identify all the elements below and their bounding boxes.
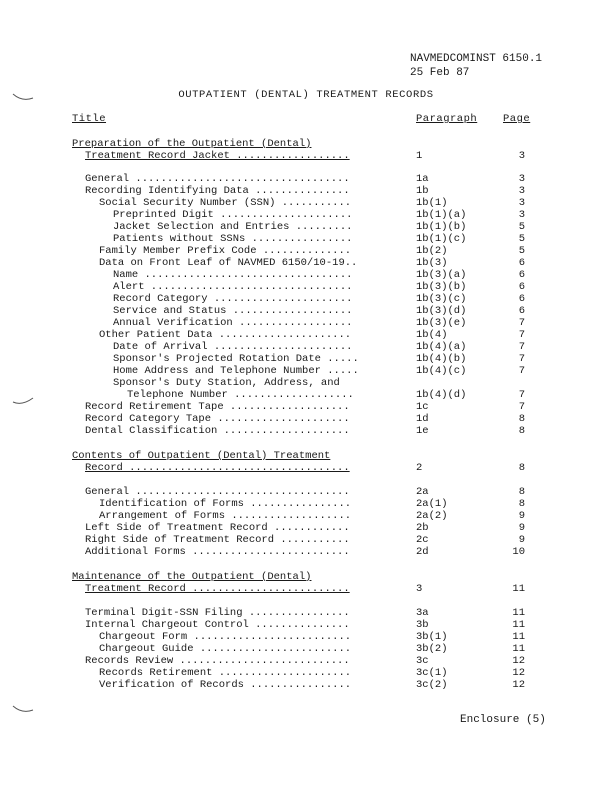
toc-entry-page: 11 [512,619,525,631]
toc-entry-paragraph: 1 [416,150,423,162]
toc-entry-paragraph: 1e [416,425,429,437]
toc-entry-title: Data on Front Leaf of NAVMED 6150/10-19.. [99,257,358,269]
column-header-paragraph: Paragraph [416,113,478,125]
toc-entry-page: 11 [512,607,525,619]
toc-entry-page: 8 [518,462,525,474]
toc-row [0,619,612,631]
toc-row [0,365,612,377]
toc-entry-paragraph: 2a(1) [416,498,448,510]
toc-entry-page: 6 [518,281,525,293]
toc-entry-page: 7 [518,401,525,413]
toc-entry-paragraph: 3c(1) [416,667,448,679]
toc-row [0,173,612,185]
toc-row [0,583,612,595]
toc-row [0,353,612,365]
toc-entry-page: 7 [518,317,525,329]
toc-entry-paragraph: 1b(3)(d) [416,305,467,317]
toc-entry-page: 7 [518,353,525,365]
toc-row [0,401,612,413]
toc-entry-paragraph: 3b(1) [416,631,448,643]
toc-entry-title: Right Side of Treatment Record ........... [85,534,350,546]
toc-entry-paragraph: 2a [416,486,429,498]
toc-entry-title: Social Security Number (SSN) ........... [99,197,352,209]
toc-entry-page: 7 [518,365,525,377]
toc-entry-page: 5 [518,245,525,257]
toc-entry-paragraph: 1b(4)(b) [416,353,467,365]
toc-entry-title: Telephone Number ................... [127,389,354,401]
toc-entry-paragraph: 1b [416,185,429,197]
toc-entry-paragraph: 1b(3)(a) [416,269,467,281]
toc-row [0,197,612,209]
toc-entry-page: 11 [512,583,525,595]
toc-entry-title: Dental Classification .................... [85,425,350,437]
toc-entry-page: 3 [518,209,525,221]
toc-entry-paragraph: 2a(2) [416,510,448,522]
toc-row [0,317,612,329]
toc-entry-page: 8 [518,498,525,510]
toc-entry-paragraph: 1b(1)(b) [416,221,467,233]
toc-entry-title: Chargeout Guide ........................ [99,643,352,655]
toc-entry-page: 9 [518,510,525,522]
toc-entry-page: 5 [518,233,525,245]
document-title: OUTPATIENT (DENTAL) TREATMENT RECORDS [178,89,434,101]
toc-entry-page: 9 [518,522,525,534]
toc-entry-paragraph: 3a [416,607,429,619]
toc-entry-title: General .................................. [85,486,350,498]
toc-entry-paragraph: 3b(2) [416,643,448,655]
toc-heading-text: Contents of Outpatient (Dental) Treatment [72,450,331,462]
toc-entry-title: Other Patient Data ..................... [99,329,352,341]
toc-entry-title: Patients without SSNs ................ [113,233,353,245]
toc-heading-text: Maintenance of the Outpatient (Dental) [72,571,312,583]
toc-row [0,607,612,619]
toc-entry-title: Records Review ........................... [85,655,350,667]
toc-entry-paragraph: 3c [416,655,429,667]
toc-entry-paragraph: 1b(4)(c) [416,365,467,377]
toc-row [0,245,612,257]
toc-entry-paragraph: 1b(1)(c) [416,233,467,245]
toc-entry-page: 12 [512,667,525,679]
toc-entry-paragraph: 1b(4)(d) [416,389,467,401]
toc-entry-title: Name ................................. [113,269,353,281]
toc-entry-title: Record Category ...................... [113,293,353,305]
toc-entry-title: Sponsor's Duty Station, Address, and [113,377,340,389]
toc-entry-paragraph: 1c [416,401,429,413]
margin-mark [12,704,34,714]
toc-entry-paragraph: 1d [416,413,429,425]
toc-entry-title: Record Category Tape ..................... [85,413,350,425]
toc-entry-page: 12 [512,679,525,691]
toc-entry-title: Record Retirement Tape ................... [85,401,350,413]
toc-entry-paragraph: 2 [416,462,423,474]
toc-row [0,209,612,221]
toc-entry-page: 8 [518,486,525,498]
toc-row [0,510,612,522]
toc-heading-row [0,450,612,462]
toc-entry-paragraph: 1b(2) [416,245,448,257]
toc-entry-page: 3 [518,173,525,185]
toc-entry-paragraph: 1b(4) [416,329,448,341]
toc-row [0,486,612,498]
toc-entry-paragraph: 2c [416,534,429,546]
toc-entry-title: Date of Arrival ...................... [113,341,353,353]
toc-row [0,522,612,534]
toc-row [0,631,612,643]
toc-entry-paragraph: 3b [416,619,429,631]
toc-row [0,534,612,546]
toc-entry-paragraph: 1b(4)(a) [416,341,467,353]
toc-row [0,281,612,293]
toc-row [0,233,612,245]
toc-heading-row [0,571,612,583]
toc-entry-title: Treatment Record ......................... [85,583,350,595]
toc-entry-page: 11 [512,631,525,643]
toc-entry-title: Jacket Selection and Entries ......... [113,221,353,233]
toc-entry-title: Records Retirement ..................... [99,667,352,679]
toc-row [0,293,612,305]
toc-entry-paragraph: 2d [416,546,429,558]
toc-row [0,305,612,317]
toc-entry-paragraph: 1b(1) [416,197,448,209]
toc-entry-page: 7 [518,329,525,341]
toc-entry-page: 6 [518,293,525,305]
toc-row [0,269,612,281]
toc-entry-page: 11 [512,643,525,655]
instruction-number: NAVMEDCOMINST 6150.1 [410,53,543,65]
toc-entry-title: Home Address and Telephone Number ..... [113,365,359,377]
toc-entry-page: 10 [512,546,525,558]
toc-entry-title: Verification of Records ................ [99,679,352,691]
toc-entry-paragraph: 1b(3)(b) [416,281,467,293]
toc-entry-title: Arrangement of Forms ................... [99,510,352,522]
toc-row [0,221,612,233]
toc-row [0,185,612,197]
toc-row [0,643,612,655]
column-header-title: Title [72,113,107,125]
toc-entry-paragraph: 1b(1)(a) [416,209,467,221]
toc-entry-title: Sponsor's Projected Rotation Date ..... [113,353,359,365]
toc-entry-page: 5 [518,221,525,233]
toc-entry-paragraph: 1a [416,173,429,185]
toc-entry-title: General .................................. [85,173,350,185]
toc-entry-title: Alert ................................ [113,281,353,293]
toc-row [0,150,612,162]
toc-entry-page: 3 [518,150,525,162]
toc-entry-page: 7 [518,341,525,353]
toc-entry-title: Family Member Prefix Code .............. [99,245,352,257]
toc-row [0,498,612,510]
document-date: 25 Feb 87 [410,67,470,79]
column-header-page: Page [503,113,531,125]
toc-entry-paragraph: 3 [416,583,423,595]
toc-entry-page: 9 [518,534,525,546]
toc-entry-title: Recording Identifying Data ............... [85,185,350,197]
toc-heading-row [0,138,612,150]
toc-entry-paragraph: 1b(3)(e) [416,317,467,329]
toc-entry-page: 8 [518,425,525,437]
toc-entry-page: 3 [518,185,525,197]
toc-entry-page: 7 [518,389,525,401]
document-header [410,52,542,80]
toc-entry-page: 8 [518,413,525,425]
toc-entry-page: 6 [518,305,525,317]
toc-entry-paragraph: 2b [416,522,429,534]
toc-entry-title: Chargeout Form ......................... [99,631,352,643]
toc-row [0,413,612,425]
toc-heading-text: Preparation of the Outpatient (Dental) [72,138,312,150]
toc-entry-title: Preprinted Digit ..................... [113,209,353,221]
toc-entry-paragraph: 3c(2) [416,679,448,691]
toc-entry-page: 12 [512,655,525,667]
enclosure-label: Enclosure (5) [460,714,546,726]
toc-entry-title: Terminal Digit-SSN Filing ................ [85,607,350,619]
toc-entry-title: Identification of Forms ................ [99,498,352,510]
toc-entry-paragraph: 1b(3)(c) [416,293,467,305]
toc-entry-page: 3 [518,197,525,209]
toc-row [0,655,612,667]
toc-entry-title: Service and Status ................... [113,305,353,317]
toc-row [0,679,612,691]
toc-entry-title: Record ................................... [85,462,350,474]
toc-entry-paragraph: 1b(3) [416,257,448,269]
toc-row [0,341,612,353]
toc-row [0,462,612,474]
toc-entry-title: Internal Chargeout Control ............... [85,619,350,631]
toc-row [0,377,612,389]
toc-row [0,257,612,269]
toc-entry-title: Treatment Record Jacket .................. [85,150,350,162]
toc-row [0,389,612,401]
toc-row [0,667,612,679]
toc-entry-title: Annual Verification .................. [113,317,353,329]
toc-entry-title: Additional Forms ......................... [85,546,350,558]
toc-entry-page: 6 [518,269,525,281]
toc-row [0,546,612,558]
toc-entry-title: Left Side of Treatment Record ............ [85,522,350,534]
toc-row [0,425,612,437]
toc-row [0,329,612,341]
toc-entry-page: 6 [518,257,525,269]
